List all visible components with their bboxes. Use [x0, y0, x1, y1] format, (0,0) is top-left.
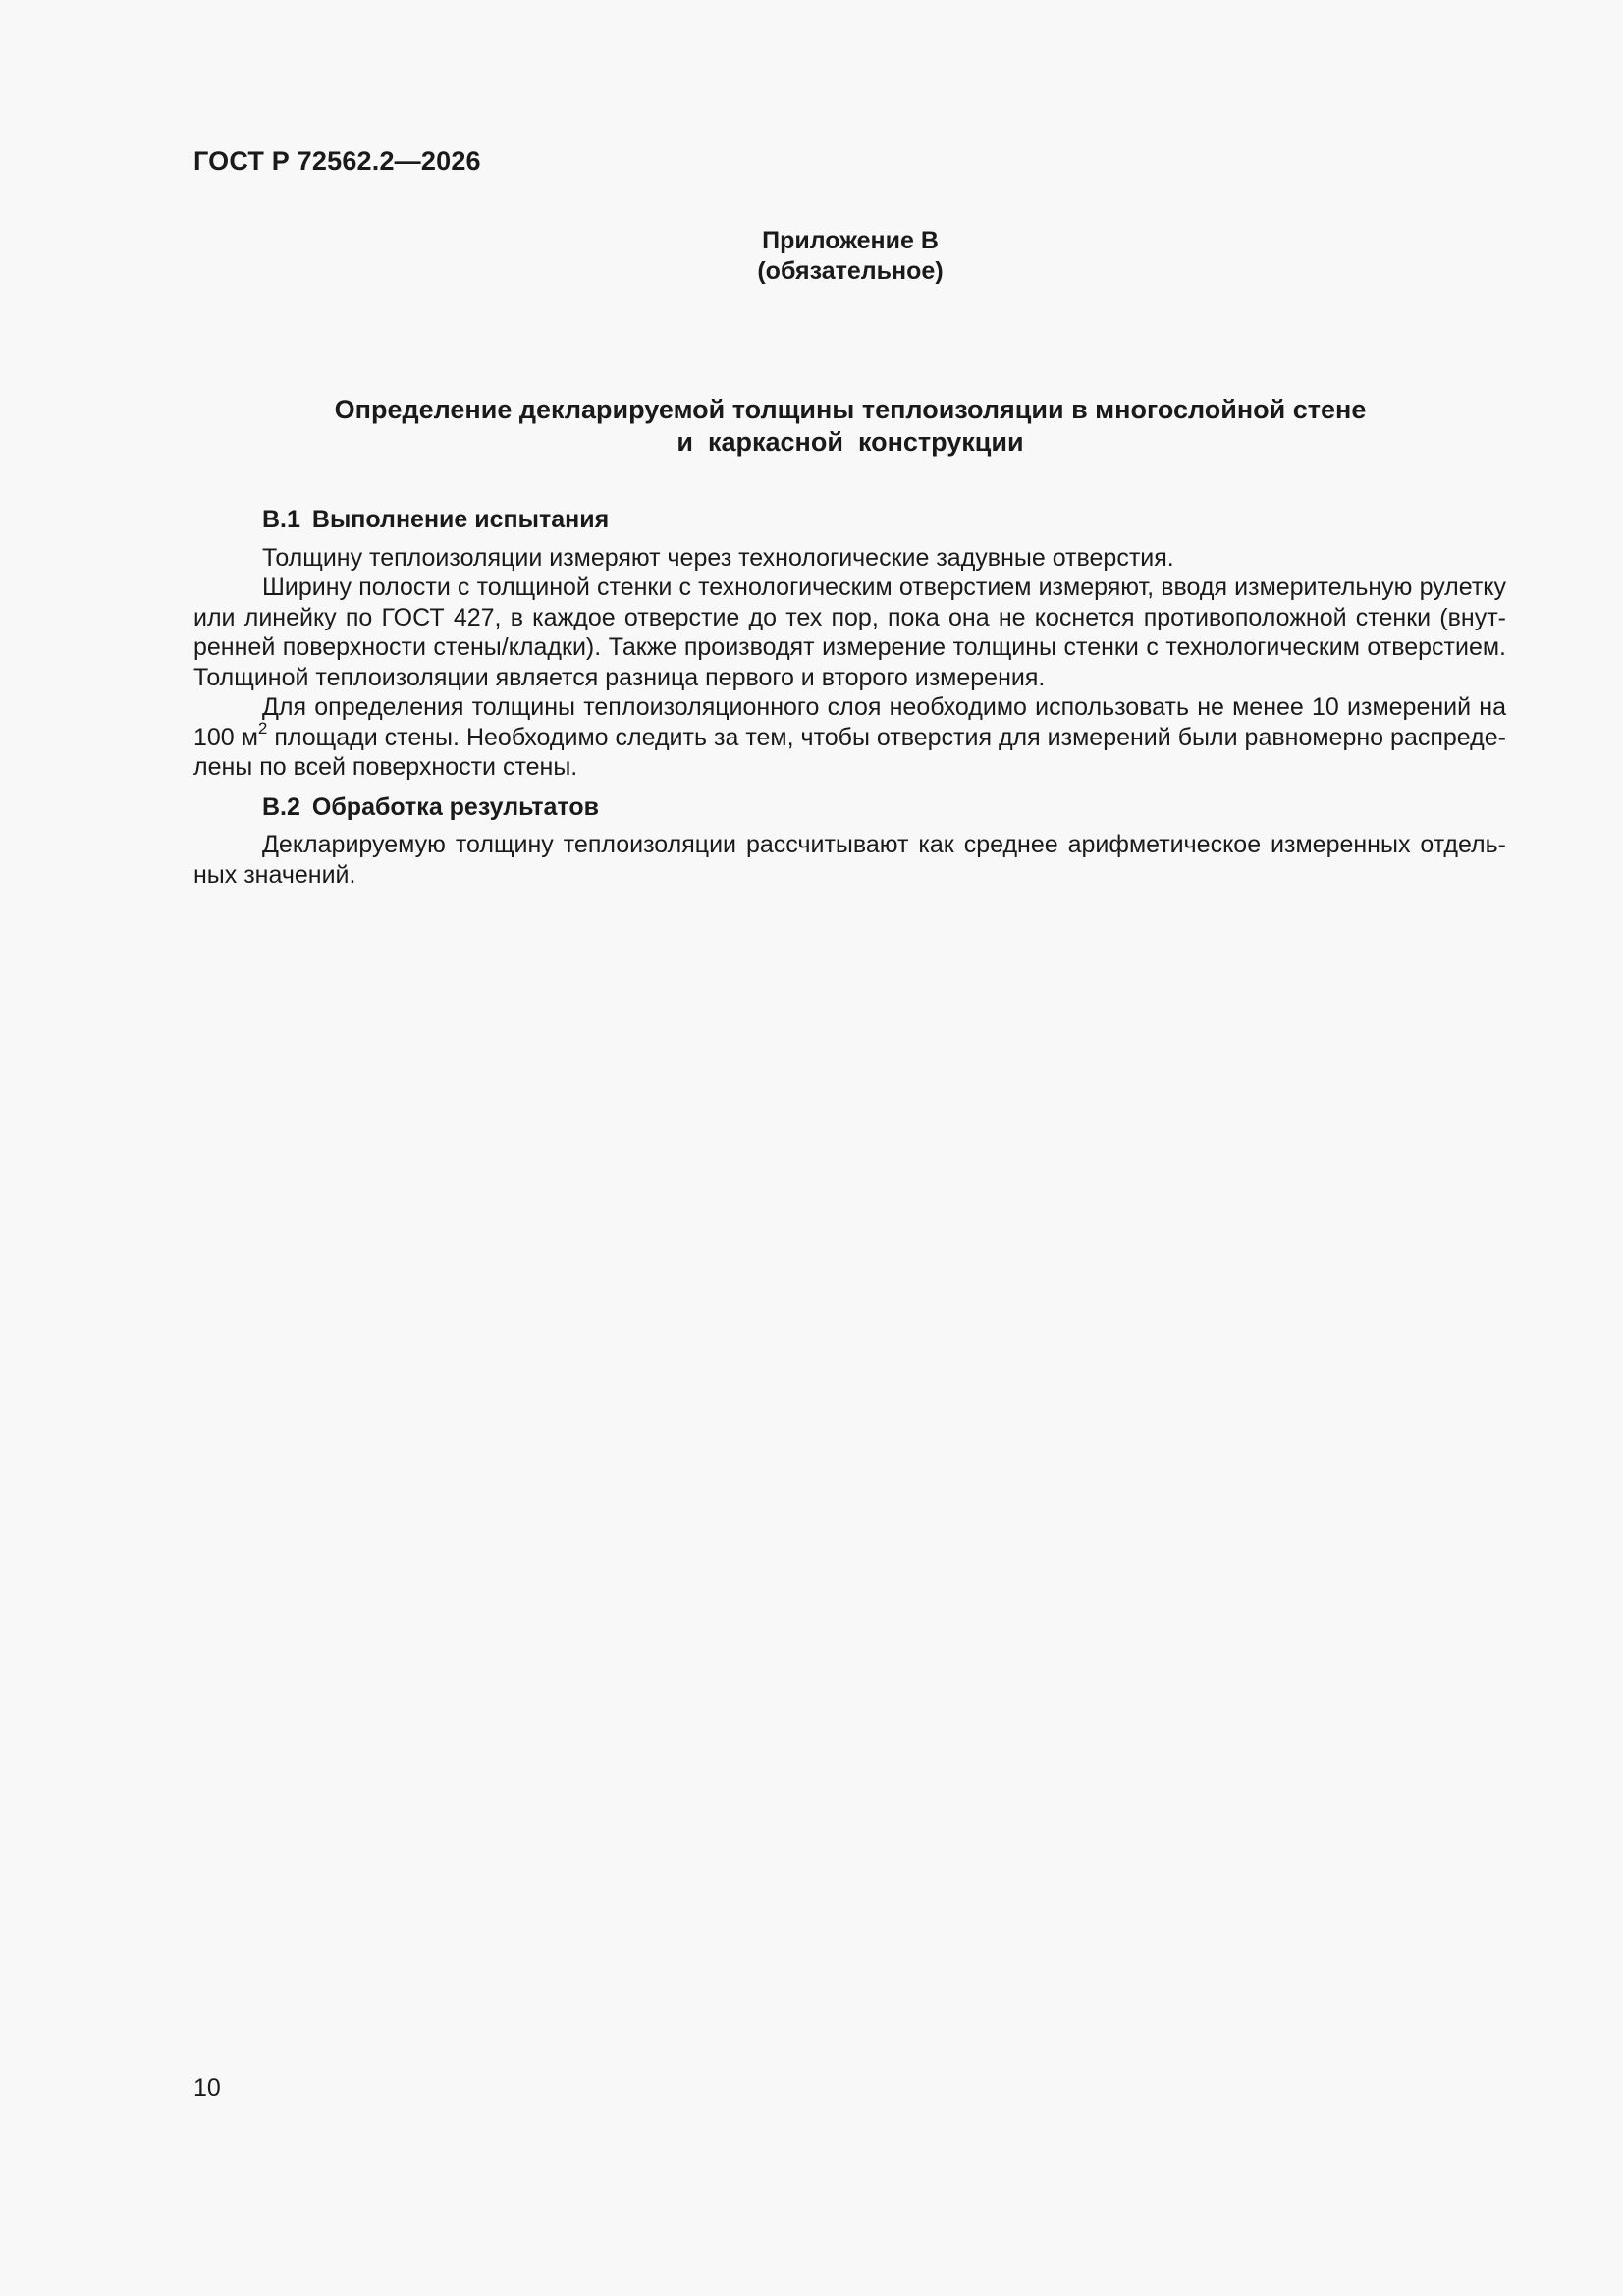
paragraph: Толщину теплоизоляции измеряют через технологические задувные отверстия.	[262, 543, 1174, 572]
section-title: Выполнение испытания	[311, 506, 610, 533]
section-heading-b2	[193, 793, 1506, 823]
paragraph-text: площади стены. Необходимо следить за тем, чтобы отверстия для измерений были равномерно распреде-лены по всей поверхности стены.	[193, 723, 1506, 781]
section-number: В.2	[262, 793, 300, 821]
document-designation: ГОСТ Р 72562.2—2026	[193, 146, 481, 176]
superscript: 2	[257, 719, 268, 738]
document-body	[193, 505, 1506, 890]
paragraph: Ширину полости с толщиной стенки с технологическим отверстием измеряют, вводя измерительную рулетку или линейку по ГОСТ 427, в каждое отверстие до тех пор, пока она не коснется противоположной стенки (внут-ренней поверхности стены/кладки). Также производят измерение толщины стенки с технологическим отверстием. Толщиной теплоизоляции является разница первого и второго измерения.	[193, 574, 1506, 691]
paragraph	[193, 692, 1506, 783]
appendix-title-line-2: и каркасной конструкции	[676, 427, 1024, 457]
appendix-label: Приложение В	[762, 227, 939, 254]
appendix-status: (обязательное)	[757, 257, 944, 285]
paragraph: Декларируемую толщину теплоизоляции рассчитывают как среднее арифметическое измеренных отдель-ных значений.	[193, 831, 1506, 889]
appendix-title	[193, 394, 1507, 459]
appendix-heading	[0, 226, 1623, 287]
paragraph-text: Для определения толщины теплоизоляционного слоя необходимо использовать не менее 10 измерений на 100 м	[193, 693, 1506, 751]
appendix-title-line-1: Определение декларируемой толщины теплоизоляции в многослойной стене	[334, 395, 1367, 424]
section-heading-b1	[193, 505, 1506, 535]
page-number: 10	[193, 2074, 221, 2102]
section-title: Обработка результатов	[311, 793, 599, 821]
section-number: В.1	[262, 506, 300, 533]
